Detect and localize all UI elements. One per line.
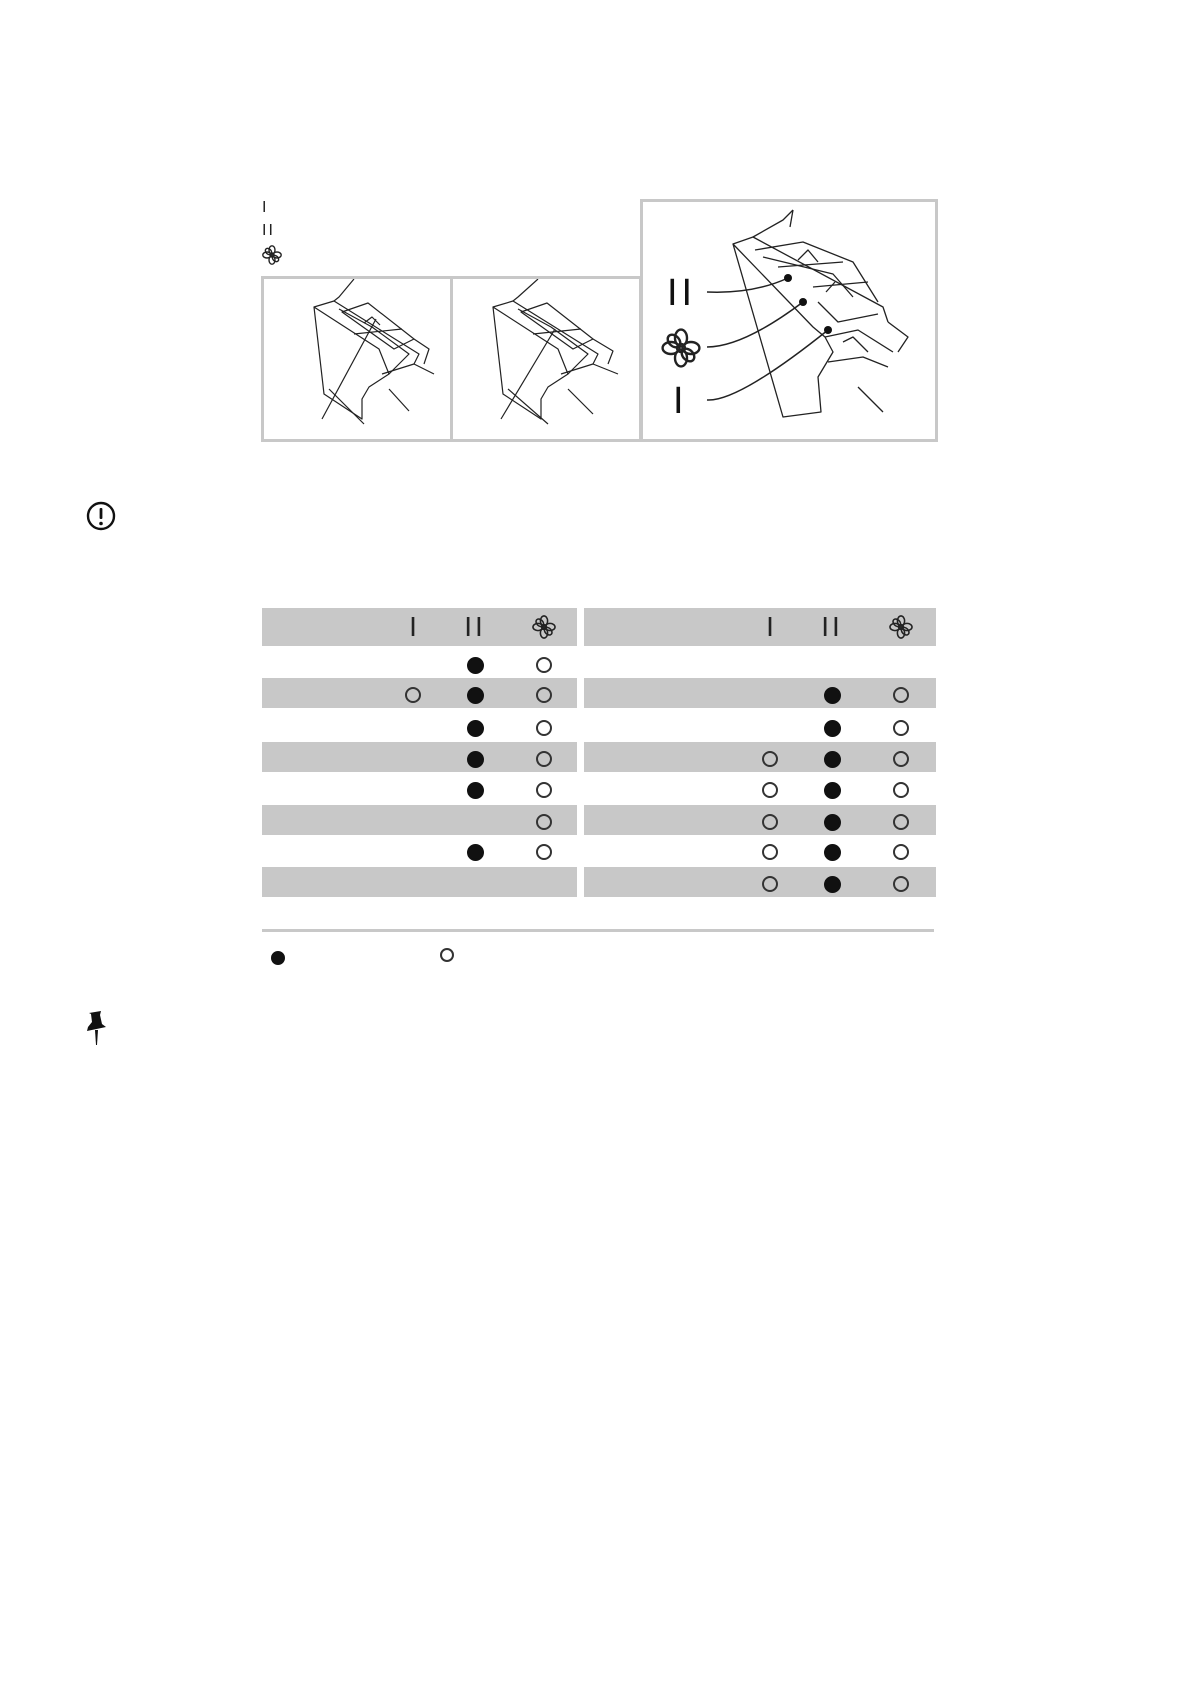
- detergent-drawer-illustration: [264, 279, 450, 439]
- open-dot-icon: [893, 687, 909, 703]
- pushpin-icon: [84, 1010, 110, 1046]
- open-dot-icon: [536, 720, 552, 736]
- exclamation-circle-icon: [85, 500, 117, 532]
- flower-icon: [262, 245, 282, 265]
- open-dot-icon: [893, 782, 909, 798]
- right-table-row-band: [584, 742, 936, 772]
- open-dot-icon: [536, 844, 552, 860]
- detergent-drawer-illustration: [453, 279, 639, 439]
- open-dot-icon: [536, 687, 552, 703]
- table-bottom-rule: [262, 929, 934, 932]
- open-dot-icon: [536, 751, 552, 767]
- callout-dot-softener: [799, 298, 807, 306]
- filled-dot-icon: [467, 844, 484, 861]
- left-table-row-band: [262, 805, 577, 835]
- drawer-figure-panel-3: [640, 199, 938, 442]
- filled-dot-icon: [467, 720, 484, 737]
- open-dot-icon: [893, 814, 909, 830]
- open-dot-icon: [762, 844, 778, 860]
- filled-dot-icon: [824, 782, 841, 799]
- drawer-figure-panel-1: [261, 276, 453, 442]
- right-header-mainwash-symbol: II: [821, 611, 843, 642]
- flower-icon: [889, 615, 913, 639]
- right-table-row-band: [584, 678, 936, 708]
- legend-prewash-symbol: I: [262, 199, 267, 216]
- open-dot-icon: [536, 782, 552, 798]
- filled-dot-icon: [824, 751, 841, 768]
- filled-dot-icon: [824, 687, 841, 704]
- filled-dot-icon: [824, 814, 841, 831]
- left-table-row-band: [262, 742, 577, 772]
- filled-dot-icon: [467, 687, 484, 704]
- right-table-row-band: [584, 867, 936, 897]
- open-dot-icon: [762, 751, 778, 767]
- left-header-prewash-symbol: I: [409, 611, 417, 642]
- callout-prewash-label: I: [673, 380, 684, 422]
- drawer-figure-panel-2: [450, 276, 642, 442]
- right-header-prewash-symbol: I: [766, 611, 774, 642]
- filled-dot-icon: [467, 782, 484, 799]
- open-dot-icon: [440, 948, 454, 962]
- open-dot-icon: [762, 876, 778, 892]
- open-dot-icon: [893, 844, 909, 860]
- open-dot-icon: [536, 814, 552, 830]
- open-dot-icon: [762, 782, 778, 798]
- filled-dot-icon: [467, 657, 484, 674]
- filled-dot-icon: [271, 951, 285, 965]
- right-table-row-band: [584, 805, 936, 835]
- filled-dot-icon: [824, 844, 841, 861]
- callout-dot-mainwash: [784, 274, 792, 282]
- filled-dot-icon: [824, 876, 841, 893]
- open-dot-icon: [536, 657, 552, 673]
- open-dot-icon: [893, 751, 909, 767]
- flower-icon: [532, 615, 556, 639]
- callout-dot-prewash: [824, 326, 832, 334]
- open-dot-icon: [893, 876, 909, 892]
- callout-mainwash-label: II: [667, 272, 697, 314]
- filled-dot-icon: [824, 720, 841, 737]
- left-header-mainwash-symbol: II: [464, 611, 486, 642]
- flower-icon: [661, 328, 701, 368]
- filled-dot-icon: [467, 751, 484, 768]
- open-dot-icon: [405, 687, 421, 703]
- open-dot-icon: [762, 814, 778, 830]
- legend-mainwash-symbol: II: [262, 222, 275, 239]
- left-table-row-band: [262, 867, 577, 897]
- open-dot-icon: [893, 720, 909, 736]
- detergent-drawer-compartments-illustration: [643, 202, 935, 439]
